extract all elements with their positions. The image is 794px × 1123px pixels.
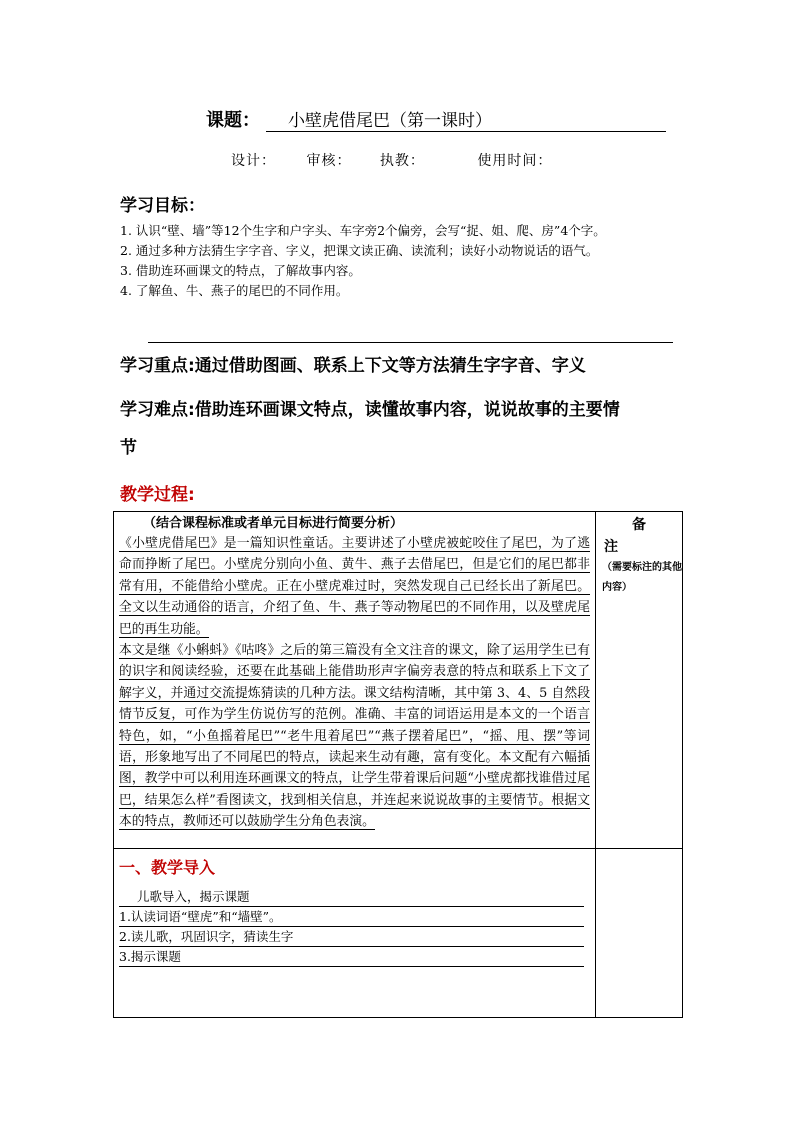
notes-char-2: 注 [604, 539, 618, 555]
intro-notes-cell [596, 849, 683, 1018]
lesson-title: 小壁虎借尾巴（第一课时） [266, 106, 666, 132]
objectives-list [120, 221, 676, 301]
intro-cell [114, 849, 596, 1018]
objectives-heading: 学习目标： [120, 196, 205, 216]
lesson-table [113, 511, 683, 1018]
intro-step: 3.揭示课题 [119, 947, 584, 967]
process-heading: 教学过程: [120, 485, 195, 505]
objective-item: 3. 借助连环画课文的特点，了解故事内容。 [120, 263, 361, 278]
divider-rule [148, 342, 673, 343]
objective-item: 4. 了解鱼、牛、燕子的尾巴的不同作用。 [120, 283, 349, 298]
analysis-cell [114, 512, 596, 849]
difficult-point: 学习难点:借助连环画课文特点，读懂故事内容，说说故事的主要情 [120, 400, 620, 420]
teacher-label: 执教： [379, 153, 425, 169]
design-label: 设计： [231, 153, 276, 169]
intro-heading: 一、教学导入 [119, 858, 216, 877]
notes-char-1: 备 [632, 517, 646, 533]
notes-cell [596, 512, 683, 849]
analysis-heading: （结合课程标准或者单元目标进行简要分析） [143, 516, 404, 531]
title-row [206, 106, 666, 132]
analysis-paragraph-1: 《小壁虎借尾巴》是一篇知识性童话。主要讲述了小壁虎被蛇咬住了尾巴，为了逃命而挣断了尾巴。小壁虎分别向小鱼、黄牛、燕子去借尾巴，但是它们的尾巴都非常有用，不能借给小壁虎。正在小壁虎难过时，突然发现自己已经长出了新尾巴。全文以生动通俗的语言，介绍了鱼、牛、燕子等动物尾巴的不同作用，以及壁虎尾巴的再生功能。 [119, 536, 590, 637]
analysis-paragraph-2: 本文是继《小蝌蚪》《咕咚》之后的第三篇没有全文注音的课文，除了运用学生已有的识字和阅读经验，还要在此基础上能借助形声字偏旁表意的特点和联系上下文了解字义，并通过交流提炼猜读的几种方法。课文结构清晰，其中第 3、4、5 自然段情节反复，可作为学生仿说仿写的范例。准确、丰富的词语运用是本文的一个语言特色，如，“小鱼摇着尾巴”“老牛甩着尾巴”“燕子摆着尾巴”，“摇、甩、摆”等词语，形象地写出了不同尾巴的特点，读起来生动有趣，富有变化。本文配有六幅插图，教学中可以利用连环画课文的特点，让学生带着课后问题“小壁虎都找谁借过尾巴，结果怎么样”看图读文，找到相关信息，并连起来说说故事的主要情节。根据文本的特点，教师还可以鼓励学生分角色表演。 [119, 643, 590, 830]
intro-step: 2.读儿歌，巩固识字，猜读生字 [119, 927, 584, 947]
meta-row [231, 150, 552, 170]
objective-item: 2. 通过多种方法猜生字字音、字义，把课文读正确、读流利；读好小动物说话的语气。 [120, 243, 599, 258]
title-label: 课题： [206, 110, 260, 131]
objective-item: 1. 认识“壁、墙”等12个生字和户字头、车字旁2个偏旁，会写“捉、姐、爬、房”4个字。 [120, 223, 606, 238]
intro-step: 1.认读词语“壁虎”和“墙壁”。 [119, 907, 584, 927]
intro-step: 儿歌导入，揭示课题 [119, 887, 584, 907]
key-point: 学习重点:通过借助图画、联系上下文等方法猜生字字音、字义 [120, 356, 586, 376]
difficult-point-cont: 节 [120, 438, 137, 458]
date-label: 使用时间： [477, 153, 553, 169]
notes-subtitle: （需要标注的其他内容） [602, 562, 682, 593]
review-label: 审核： [306, 153, 352, 169]
